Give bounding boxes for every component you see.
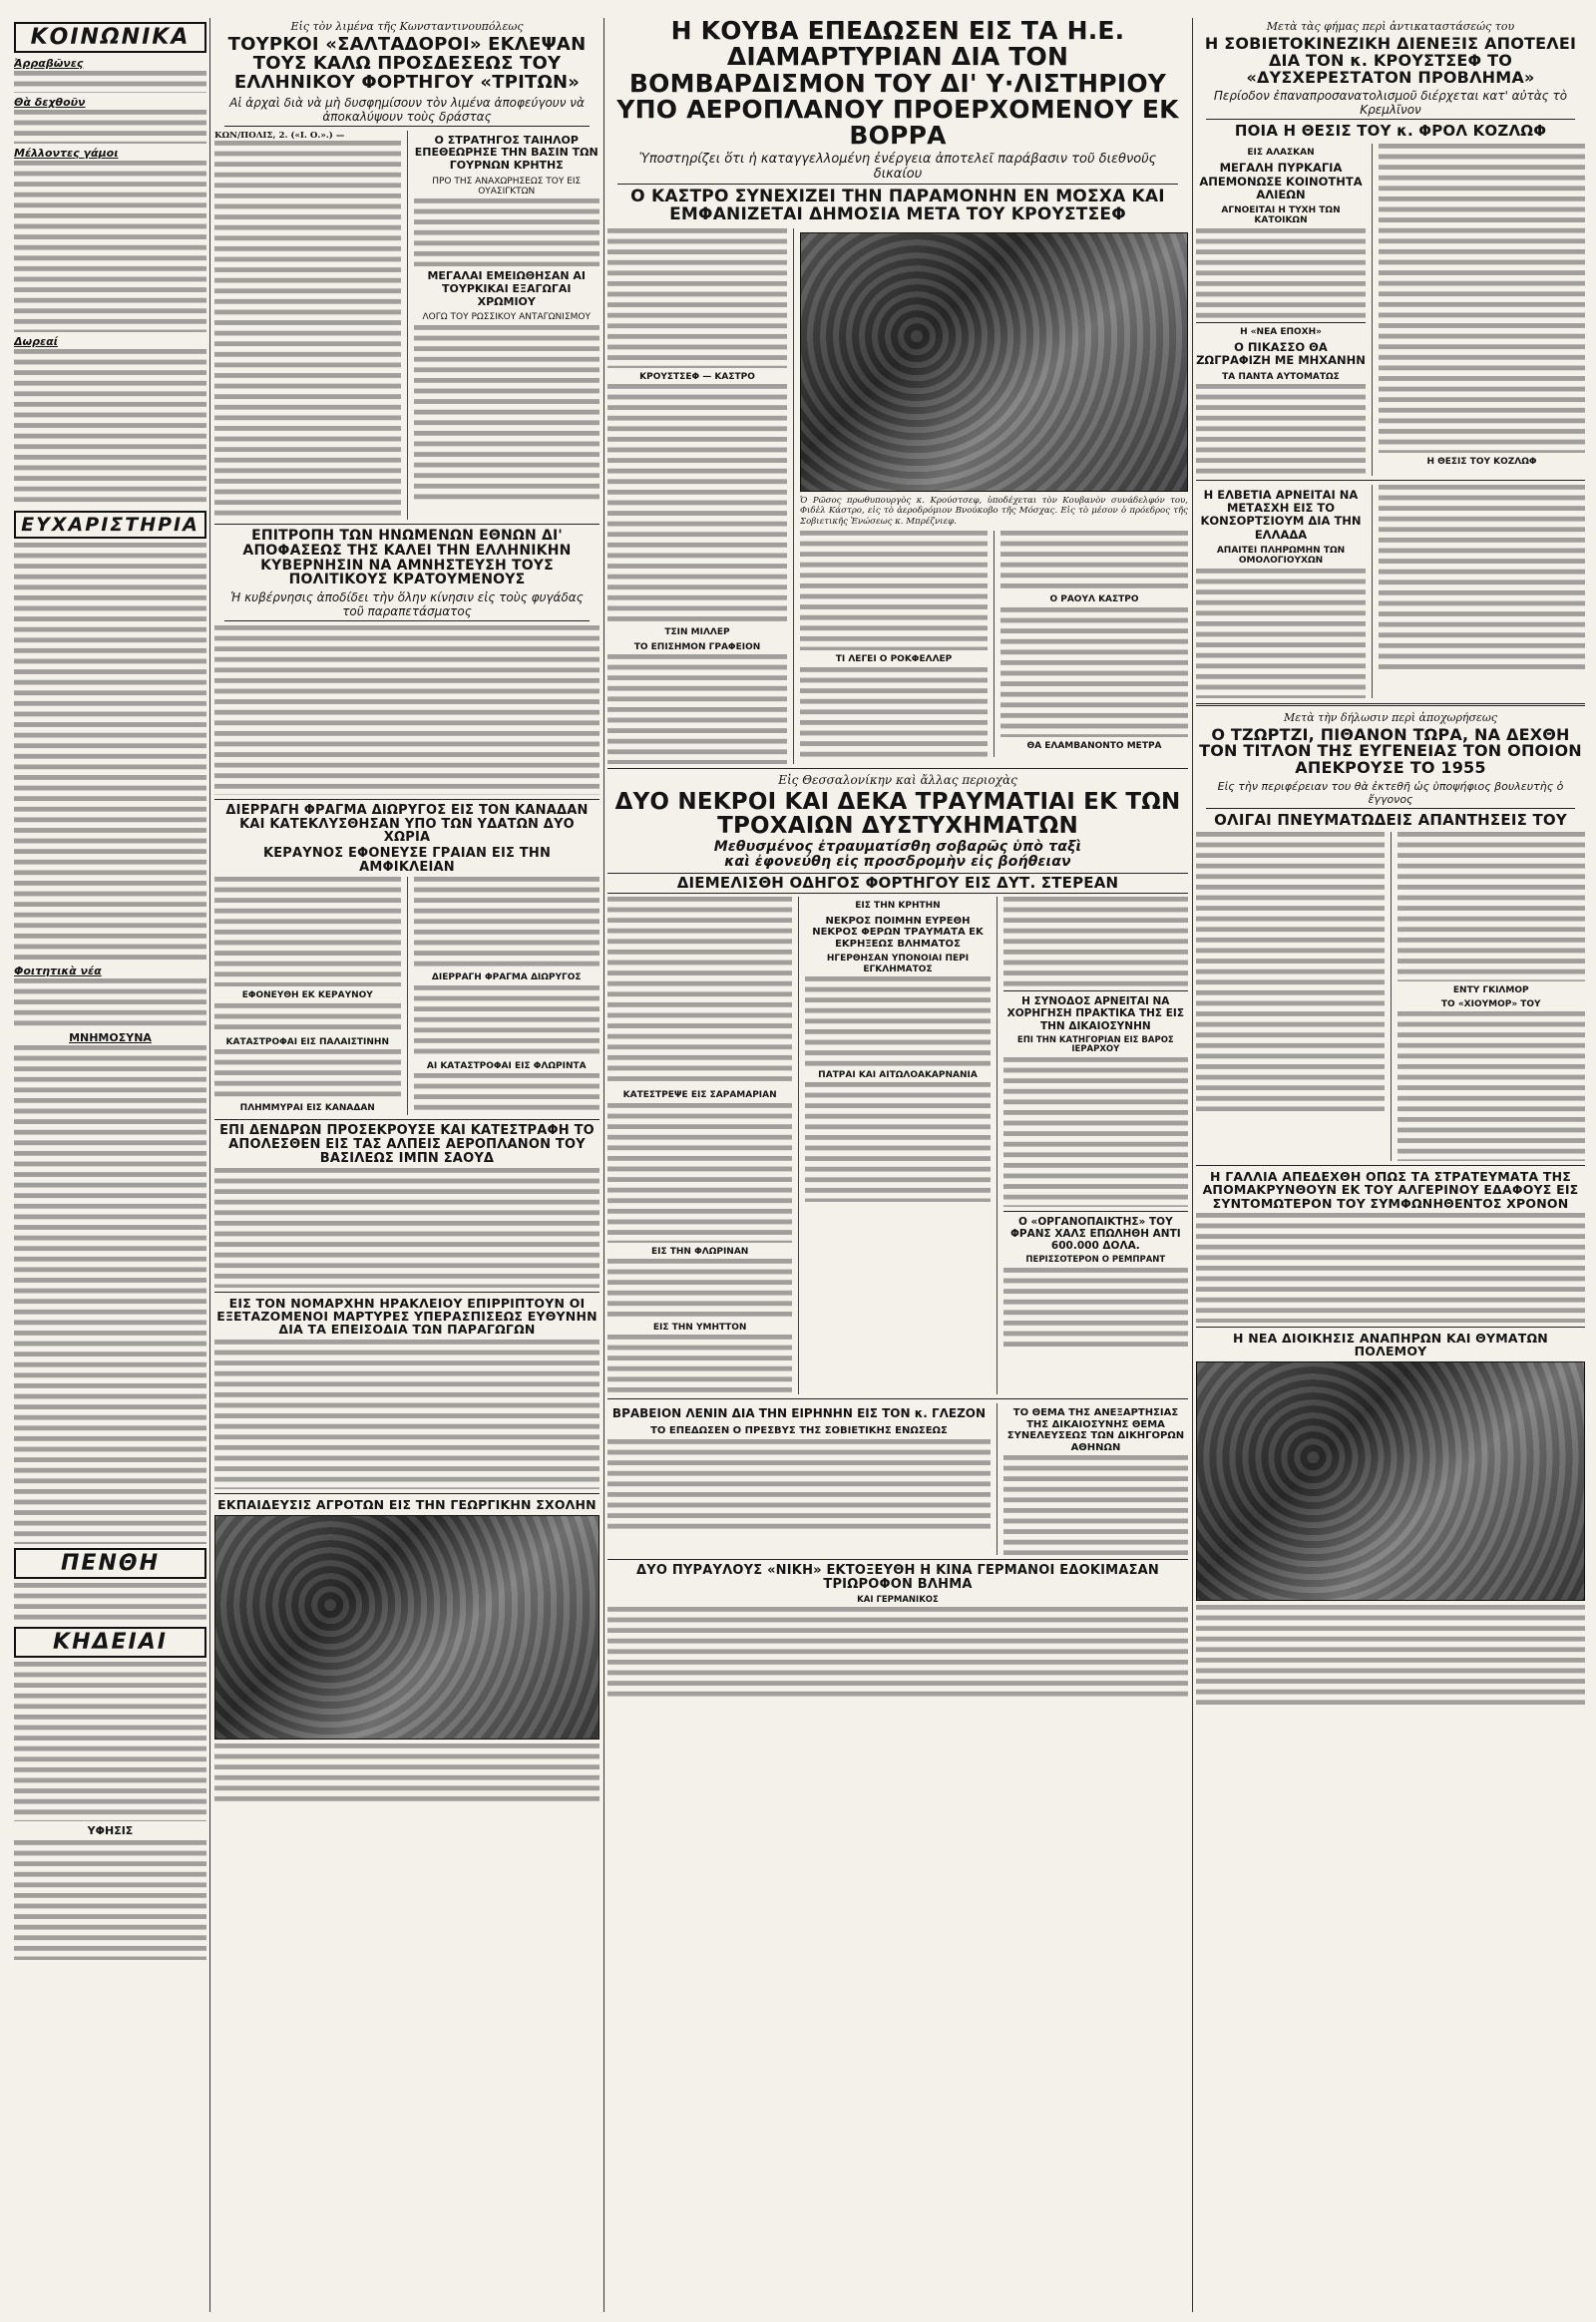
text-block (607, 1259, 792, 1319)
kicker-george: Μετὰ τὴν δήλωσιν περὶ ἀποχωρήσεως (1283, 710, 1498, 724)
sub-germans: ΚΑΙ ΓΕΡΜΑΝΙΚΟΣ (857, 1594, 939, 1605)
sub-ymittos: ΕΙΣ ΤΗΝ ΥΜΗΤΤΟΝ (652, 1323, 747, 1334)
sub-episkopos: ΤΟ ΕΠΙΣΗΜΟΝ ΓΡΑΦΕΙΟΝ (633, 641, 761, 652)
sub-measures: ΘΑ ΕΛΑΜΒΑΝΟΝΤΟ ΜΕΤΡΑ (1026, 740, 1162, 751)
sub-floods: ΠΛΗΜΜΥΡΑΙ ΕΙΣ ΚΑΝΑΔΑΝ (239, 1102, 375, 1113)
text-block (14, 349, 206, 507)
text-block (14, 1583, 206, 1623)
text-block (14, 1662, 206, 1821)
sub-synod: ΕΠΙ ΤΗΝ ΚΑΤΗΓΟΡΙΑΝ ΕΙΣ ΒΑΡΟΣ ΙΕΡΑΡΧΟΥ (1016, 1034, 1174, 1055)
headline-synod: Η ΣΥΝΟΔΟΣ ΑΡΝΕΙΤΑΙ ΝΑ ΧΟΡΗΓΗΣΗ ΠΡΑΚΤΙΚΑ ΤΗΣ ΕΙΣ ΤΗΝ ΔΙΚΑΙΟΣΥΝΗΝ (1006, 995, 1184, 1032)
column-three (607, 18, 1188, 2312)
sub-switzerland: ΑΠΑΙΤΕΙ ΠΛΗΡΩΜΗΝ ΤΩΝ ΟΜΟΛΟΓΙΟΥΧΩΝ (1216, 545, 1346, 567)
headline-sino-soviet: Η ΣΟΒΙΕΤΟΚΙΝΕΖΙΚΗ ΔΙΕΝΕΞΙΣ ΑΠΟΤΕΛΕΙ ΔΙΑ ΤΟΝ κ. ΚΡΟΥΣΤΣΕΦ ΤΟ «ΔΥΣΧΕΡΕΣΤΑΤΟΝ ΠΡΟΒΛΗΜΑ» (1204, 34, 1577, 87)
headline-agri-school: ΕΚΠΑΙΔΕΥΣΙΣ ΑΓΡΟΤΩΝ ΕΙΣ ΤΗΝ ΓΕΩΡΓΙΚΗΝ ΣΧΟΛΗΝ (217, 1496, 597, 1512)
caption-kroustsef-castro: Ὁ Ρῶσος πρωθυπουργὸς κ. Κρούστσεφ, ὑποδέχεται τὸν Κουβανὸν συνάδελφόν του, Φιδὲλ Κάστρο, εἰς τὸ ἀεροδρόμιον Βνούκοβο τῆς Μόσχας. Εἰς τὸ μέσον ὁ πρόεδρος τῆς Σοβιετικῆς Ἑνώσεως κ. Μπρέζνιεφ. (800, 495, 1188, 527)
sub-gilmore: ΕΝΤΥ ΓΚΙΛΜΟΡ (1452, 984, 1529, 995)
photo-veterans (1196, 1361, 1585, 1601)
deck-un-amnesty: Ἡ κυβέρνησις ἀποδίδει τὴν ὅλην κίνησιν εἰς τοὺς φυγάδας τοῦ παραπετάσματος (224, 590, 590, 621)
sub-student-news: Φοιτητικὰ νέα (14, 965, 102, 977)
text-block (14, 978, 206, 1028)
section-thanks-title: ΕΥΧΑΡΙΣΤΗΡΙΑ (14, 511, 206, 539)
column-rule (209, 18, 210, 2312)
text-block (1397, 1011, 1586, 1161)
section-mourning-title: ΠΕΝΘΗ (14, 1548, 206, 1579)
text-block (1397, 832, 1586, 981)
text-block (214, 625, 599, 795)
headline-truck-driver: ΔΙΕΜΕΛΙΣΘΗ ΟΔΗΓΟΣ ΦΟΡΤΗΓΟΥ ΕΙΣ ΔΥΤ. ΣΤΕΡΕΑΝ (607, 873, 1188, 895)
headline-nike-missiles: ΔΥΟ ΠΥΡΑΥΛΟΥΣ «ΝΙΚΗ» ΕΚΤΟΞΕΥΘΗ Η ΚΙΝΑ ΓΕΡΜΑΝΟΙ ΕΔΟΚΙΜΑΣΑΝ ΤΡΙΩΡΟΦΟΝ ΒΛΗΜΑ (636, 1563, 1159, 1593)
text-block (1379, 485, 1585, 674)
headline-george-answers: ΟΛΙΓΑΙ ΠΝΕΥΜΑΤΩΔΕΙΣ ΑΠΑΝΤΗΣΕΙΣ ΤΟΥ (1214, 810, 1567, 829)
text-block (1196, 384, 1366, 476)
text-block (14, 110, 206, 144)
sub-rockefeller: ΤΙ ΛΕΓΕΙ Ο ΡΟΚΦΕΛΛΕΡ (835, 654, 953, 665)
section-social-title: ΚΟΙΝΩΝΙΚΑ (14, 22, 206, 53)
headline-picasso: Ο ΠΙΚΑΣΣΟ ΘΑ ΖΩΓΡΑΦΙΖΗ ΜΕ ΜΗΧΑΝΗΝ (1196, 340, 1366, 368)
text-block (1196, 1605, 1585, 1705)
sub-receptions: Θὰ δεχθοῦν (14, 96, 86, 109)
text-block (214, 1003, 401, 1033)
headline-traffic-deaths: ΔΥΟ ΝΕΚΡΟΙ ΚΑΙ ΔΕΚΑ ΤΡΑΥΜΑΤΙΑΙ ΕΚ ΤΩΝ ΤΡΟΧΑΙΩΝ ΔΥΣΤΥΧΗΜΑΤΩΝ (614, 788, 1181, 840)
headline-fire: ΜΕΓΑΛΗ ΠΥΡΚΑΓΙΑ ΑΠΕΜΟΝΩΣΕ ΚΟΙΝΟΤΗΤΑ ΑΛΙΕΩΝ (1199, 161, 1363, 201)
text-block (214, 1743, 599, 1803)
deck-saltadori: Αἱ ἀρχαὶ διὰ νὰ μὴ δυσφημίσουν τὸν λιμένα ἀποφεύγουν νὰ ἀποκαλύψουν τοὺς δράστας (224, 96, 590, 127)
section-funerals-title: ΚΗΔΕΙΑΙ (14, 1627, 206, 1658)
sub-sarantaporo: ΚΑΤΕΣΤΡΕΨΕ ΕΙΣ ΣΑΡΑΜΑΡΙΑΝ (622, 1090, 777, 1101)
headline-canada-dam: ΔΙΕΡΡΑΓΗ ΦΡΑΓΜΑ ΔΙΩΡΥΓΟΣ ΕΙΣ ΤΟΝ ΚΑΝΑΔΑΝ ΚΑΙ ΚΑΤΕΚΛΥΣΘΗΣΑΝ ΥΠΟ ΤΩΝ ΥΔΑΤΩΝ ΔΥΟ ΧΩΡΙΑ (225, 803, 589, 846)
text-block (414, 198, 600, 266)
headline-algeria: Η ΓΑΛΛΙΑ ΑΠΕΔΕΧΘΗ ΟΠΩΣ ΤΑ ΣΤΡΑΤΕΥΜΑΤΑ ΤΗΣ ΑΠΟΜΑΚΡΥΝΘΟΥΝ ΕΚ ΤΟΥ ΑΛΓΕΡΙΝΟΥ ΕΔΑΦΟΥΣ ΕΙΣ ΣΥΝΤΟΜΩΤΕΡΟΝ ΤΟΥ ΣΥΜΦΩΝΗΘΕΝΤΟΣ ΧΡΟΝΟΝ (1202, 1169, 1579, 1211)
sub-miller: ΤΣΙΝ ΜΙΛΛΕΡ (664, 627, 730, 638)
sub-raul-castro: Ο ΡΑΟΥΛ ΚΑΣΤΡΟ (1049, 594, 1139, 605)
text-block (1003, 897, 1188, 986)
text-block (800, 667, 988, 757)
sub-rembrandt: ΠΕΡΙΣΣΟΤΕΡΟΝ Ο ΡΕΜΠΡΑΝΤ (1025, 1255, 1166, 1266)
text-block (414, 1073, 600, 1113)
text-block (607, 1439, 991, 1529)
sub-taylor: ΠΡΟ ΤΗΣ ΑΝΑΧΩΡΗΣΕΩΣ ΤΟΥ ΕΙΣ ΟΥΑΣΙΓΚΤΩΝ (432, 176, 582, 196)
deck-traffic-1: Μεθυσμένος ἐτραυματίσθη σοβαρῶς ὑπὸ ταξὶ (713, 839, 1082, 856)
dateline: ΚΩΝ/ΠΟΛΙΣ, 2. («Ι. Ο.».) — (214, 130, 345, 141)
text-block (214, 1049, 401, 1099)
sub-engagements: Ἀρραβῶνες (14, 57, 84, 70)
sub-new-epoch: Η «ΝΕΑ ΕΠΟΧΗ» (1240, 326, 1322, 337)
text-block (1196, 832, 1385, 1111)
sub-crete: ΕΙΣ ΤΗΝ ΚΡΗΤΗΝ (855, 901, 941, 912)
text-block (214, 877, 401, 986)
kicker-constantinople: Εἰς τὸν λιμένα τῆς Κωνσταντινουπόλεως (290, 20, 524, 33)
text-block (607, 897, 792, 1086)
deck-george: Εἰς τὴν περιφέρειαν του θὰ ἐκτεθῆ ὡς ὑποψήφιος βουλευτὴς ὁ ἔγγονος (1206, 780, 1575, 809)
sub-contract: ΥΦΗΣΙΣ (87, 1824, 134, 1837)
sub-dam: ΔΙΕΡΡΑΓΗ ΦΡΑΓΜΑ ΔΙΩΡΥΓΟΣ (431, 972, 582, 983)
text-block (14, 1045, 206, 1544)
headline-george: Ο ΤΖΩΡΤΖΙ, ΠΙΘΑΝΟΝ ΤΩΡΑ, ΝΑ ΔΕΧΘΗ ΤΟΝ ΤΙΤΛΟΝ ΤΗΣ ΕΥΓΕΝΕΙΑΣ ΤΟΝ ΟΠΟΙΟΝ ΑΠΕΚΡΟΥΣΕ ΤΟ 1955 (1199, 724, 1582, 778)
text-block (607, 1607, 1188, 1697)
text-block (214, 141, 401, 520)
text-block (1000, 607, 1188, 737)
kicker-kroustsef: Μετὰ τὰς φήμας περὶ ἀντικαταστάσεώς του (1266, 20, 1515, 33)
text-block (805, 976, 990, 1066)
kicker-thessaloniki: Εἰς Θεσσαλονίκην καὶ ἄλλας περιοχὰς (778, 772, 1017, 787)
text-block (805, 1082, 990, 1202)
sub-palestine: ΚΑΤΑΣΤΡΟΦΑΙ ΕΙΣ ΠΑΛΑΙΣΤΙΝΗΝ (225, 1036, 389, 1047)
text-block (14, 543, 206, 962)
headline-un-amnesty: ΕΠΙΤΡΟΠΗ ΤΩΝ ΗΝΩΜΕΝΩΝ ΕΘΝΩΝ ΔΙ' ΑΠΟΦΑΣΕΩΣ ΤΗΣ ΚΑΛΕΙ ΤΗΝ ΕΛΛΗΝΙΚΗΝ ΚΥΒΕΡΝΗΣΙΝ ΝΑ ΑΜΝΗΣΤΕΥΣΗ ΤΟΥΣ ΠΟΛΙΤΙΚΟΥΣ ΚΡΑΤΟΥΜΕΝΟΥΣ (242, 528, 572, 588)
text-block (414, 325, 600, 505)
text-block (1379, 144, 1585, 453)
sub-picasso: ΤΑ ΠΑΝΤΑ ΑΥΤΟΜΑΤΩΣ (1222, 371, 1340, 382)
headline-heraklion: ΕΙΣ ΤΟΝ ΝΟΜΑΡΧΗΝ ΗΡΑΚΛΕΙΟΥ ΕΠΙΡΡΙΠΤΟΥΝ ΟΙ ΕΞΕΤΑΖΟΜΕΝΟΙ ΜΑΡΤΥΡΕΣ ΥΠΕΡΑΣΠΙΣΕΩΣ ΕΥΘΥΝΗΝ ΔΙΑ ΤΑ ΕΠΕΙΣΟΔΙΑ ΤΩΝ ΠΑΡΑΓΩΓΩΝ (216, 1296, 598, 1338)
sub-lenin-prize: ΤΟ ΕΠΕΔΩΣΕΝ Ο ΠΡΕΣΒΥΣ ΤΗΣ ΣΟΒΙΕΤΙΚΗΣ ΕΝΩΣΕΩΣ (650, 1425, 948, 1437)
deck-sino-soviet: Περίοδον ἐπαναπροσανατολισμοῦ διέρχεται κατ' αὐτὰς τὸ Κρεμλῖνον (1206, 89, 1575, 120)
text-block (607, 228, 787, 368)
sub-kroustsef-castro: ΚΡΟΥΣΤΣΕΦ — ΚΑΣΤΡΟ (639, 371, 755, 382)
headline-switzerland: Η ΕΛΒΕΤΙΑ ΑΡΝΕΙΤΑΙ ΝΑ ΜΕΤΑΣΧΗ ΕΙΣ ΤΟ ΚΟΝΣΟΡΤΣΙΟΥΜ ΔΙΑ ΤΗΝ ΕΛΛΑΔΑ (1200, 487, 1362, 542)
sub-alaska: ΕΙΣ ΑΛΑΣΚΑΝ (1247, 148, 1315, 159)
deck-cuba-protest: Ὑποστηρίζει ὅτι ἡ καταγγελλομένη ἐνέργεια ἀποτελεῖ παράβασιν τοῦ διεθνοῦς δικαίου (617, 152, 1178, 185)
headline-taylor: Ο ΣΤΡΑΤΗΓΟΣ ΤΑΙΗΛΟΡ ΕΠΕΘΕΩΡΗΣΕ ΤΗΝ ΒΑΣΙΝ ΤΩΝ ΓΟΥΡΝΩΝ ΚΡΗΤΗΣ (414, 133, 598, 172)
text-block (14, 161, 206, 332)
column-two (214, 18, 599, 2312)
text-block (1196, 569, 1366, 698)
sub-florina: ΕΙΣ ΤΗΝ ΦΛΩΡΙΝΑΝ (650, 1246, 749, 1257)
text-block (1003, 1268, 1188, 1348)
sub-turkish-chrome: ΛΟΓΩ ΤΟΥ ΡΩΣΣΙΚΟΥ ΑΝΤΑΓΩΝΙΣΜΟΥ (422, 312, 591, 323)
text-block (607, 654, 787, 764)
column-four (1196, 18, 1585, 2312)
text-block (1196, 1213, 1585, 1323)
sub-fire: ΑΓΝΟΕΙΤΑΙ Η ΤΥΧΗ ΤΩΝ ΚΑΤΟΙΚΩΝ (1221, 205, 1341, 226)
headline-castro-moscow: Ο ΚΑΣΤΡΟ ΣΥΝΕΧΙΖΕΙ ΤΗΝ ΠΑΡΑΜΟΝΗΝ ΕΝ ΜΟΣΧΑ ΚΑΙ ΕΜΦΑΝΙΖΕΤΑΙ ΔΗΜΟΣΙΑ ΜΕΤΑ ΤΟΥ ΚΡΟΥΣΤΣΕΦ (630, 187, 1165, 225)
photo-kroustsef-castro (800, 232, 1188, 492)
text-block (1003, 1455, 1188, 1555)
sub-weddings: Μέλλοντες γάμοι (14, 147, 119, 160)
text-block (607, 384, 787, 623)
sub-memorial: ΜΝΗΜΟΣΥΝΑ (69, 1031, 152, 1044)
headline-saltadori: ΤΟΥΡΚΟΙ «ΣΑΛΤΑΔΟΡΟΙ» ΕΚΛΕΨΑΝ ΤΟΥΣ ΚΑΛΩ ΠΡΟΣΔΕΣΕΩΣ ΤΟΥ ΕΛΛΗΝΙΚΟΥ ΦΟΡΤΗΓΟΥ «ΤΡΙΤΩΝ» (227, 34, 587, 93)
sub-florida: ΑΙ ΚΑΤΑΣΤΡΟΦΑΙ ΕΙΣ ΦΛΩΡΙΝΤΑ (426, 1060, 587, 1071)
headline-saud-plane: ΕΠΙ ΔΕΝΔΡΩΝ ΠΡΟΣΕΚΡΟΥΣΕ ΚΑΙ ΚΑΤΕΣΤΡΑΦΗ ΤΟ ΑΠΟΛΕΣΘΕΝ ΕΙΣ ΤΑΣ ΑΛΠΕΙΣ ΑΕΡΟΠΛΑΝΟΝ ΤΟΥ ΒΑΣΙΛΕΩΣ ΙΜΠΝ ΣΑΟΥΔ (219, 1123, 595, 1166)
text-block (214, 1340, 599, 1489)
column-rule (1192, 18, 1193, 2312)
sub-suspects: ΗΓΕΡΘΗΣΑΝ ΥΠΟΝΟΙΑΙ ΠΕΡΙ ΕΓΚΛΗΜΑΤΟΣ (826, 954, 970, 974)
headline-frans-hals: Ο «ΟΡΓΑΝΟΠΑΙΚΤΗΣ» ΤΟΥ ΦΡΑΝΣ ΧΑΛΣ ΕΠΩΛΗΘΗ ΑΝΤΙ 600.000 ΔΟΛΑ. (1009, 1216, 1181, 1253)
text-block (1003, 1057, 1188, 1207)
headline-cuba-protest: Η ΚΟΥΒΑ ΕΠΕΔΩΣΕΝ ΕΙΣ ΤΑ Η.Ε. ΔΙΑΜΑΡΤΥΡΙΑΝ ΔΙΑ ΤΟΝ ΒΟΜΒΑΡΔΙΣΜΟΝ ΤΟΥ ΔΙ' Υ·ΛΙΣΤΗΡΙΟΥ ΥΠΟ ΑΕΡΟΠΛΑΝΟΥ ΠΡΟΕΡΧΟΜΕΝΟΥ ΕΚ ΒΟΡΡΑ (616, 18, 1179, 150)
headline-veterans: Η ΝΕΑ ΔΙΟΙΚΗΣΙΣ ΑΝΑΠΗΡΩΝ ΚΑΙ ΘΥΜΑΤΩΝ ΠΟΛΕΜΟΥ (1233, 1330, 1548, 1358)
sub-patras: ΠΑΤΡΑΙ ΚΑΙ ΑΙΤΩΛΟΑΚΑΡΝΑΝΙΑ (818, 1069, 978, 1080)
sub-gifts: Δωρεαί (14, 335, 58, 348)
headline-lawyers: ΤΟ ΘΕΜΑ ΤΗΣ ΑΝΕΞΑΡΤΗΣΙΑΣ ΤΗΣ ΔΙΚΑΙΟΣΥΝΗΣ ΘΕΜΑ ΣΥΝΕΛΕΥΣΕΩΣ ΤΩΝ ΔΙΚΗΓΟΡΩΝ ΑΘΗΝΩΝ (1006, 1407, 1185, 1453)
headline-shepherd: ΝΕΚΡΟΣ ΠΟΙΜΗΝ ΕΥΡΕΘΗ ΝΕΚΡΟΣ ΦΕΡΩΝ ΤΡΑΥΜΑΤΑ ΕΚ ΕΚΡΗΞΕΩΣ ΒΛΗΜΑΤΟΣ (812, 915, 984, 950)
text-block (1000, 531, 1188, 590)
text-block (800, 531, 988, 650)
text-block (607, 1335, 792, 1394)
text-block (414, 877, 600, 968)
headline-kozlof: ΠΟΙΑ Η ΘΕΣΙΣ ΤΟΥ κ. ΦΡΟΛ ΚΟΖΛΩΦ (1234, 122, 1547, 141)
sub-lightning: ΕΦΟΝΕΥΘΗ ΕΚ ΚΕΡΑΥΝΟΥ (241, 990, 373, 1001)
text-block (607, 1103, 792, 1243)
photo-agri-school (214, 1515, 599, 1740)
column-rule (603, 18, 604, 2312)
sub-kozlof-position: Η ΘΕΣΙΣ ΤΟΥ ΚΟΖΛΩΦ (1426, 457, 1537, 468)
text-block (1196, 228, 1366, 318)
text-block (14, 71, 206, 93)
text-block (14, 1840, 206, 1960)
deck-traffic-2: καὶ ἐφονεύθη εἰς προσδρομὴν εἰς βοήθειαν (724, 853, 1071, 870)
headline-turkish-chrome: ΜΕΓΑΛΑΙ ΕΜΕΙΩΘΗΣΑΝ ΑΙ ΤΟΥΡΚΙΚΑΙ ΕΞΑΓΩΓΑΙ ΧΡΩΜΙΟΥ (427, 269, 587, 308)
column-social (14, 18, 206, 2312)
text-block (414, 985, 600, 1057)
headline-lenin-prize: ΒΡΑΒΕΙΟΝ ΛΕΝΙΝ ΔΙΑ ΤΗΝ ΕΙΡΗΝΗΝ ΕΙΣ ΤΟΝ κ. ΓΛΕΖΟΝ (611, 1406, 987, 1421)
text-block (214, 1168, 599, 1288)
sub-humour: ΤΟ «ΧΙΟΥΜΟΡ» ΤΟΥ (1440, 999, 1541, 1009)
headline-lightning: ΚΕΡΑΥΝΟΣ ΕΦΟΝΕΥΣΕ ΓΡΑΙΑΝ ΕΙΣ ΤΗΝ ΑΜΦΙΚΛΕΙΑΝ (262, 845, 552, 875)
